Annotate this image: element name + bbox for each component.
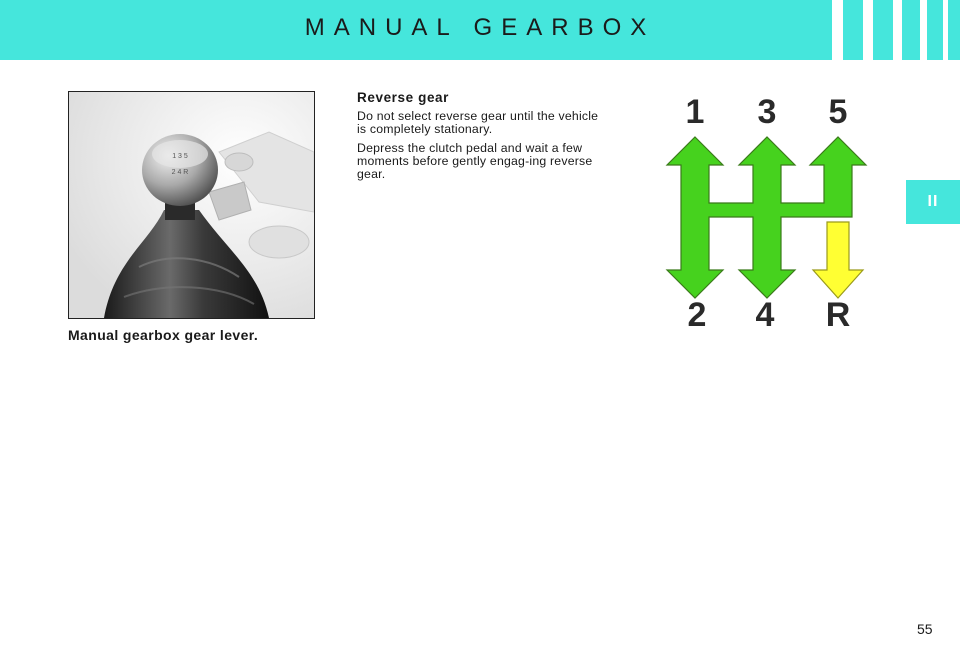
header-stripe-1 (832, 0, 843, 60)
gear-pattern-svg (655, 90, 895, 335)
gear-label-5: 5 (828, 93, 848, 131)
header-stripe-3 (893, 0, 902, 60)
header-stripe-2 (863, 0, 873, 60)
gear-label-3: 3 (757, 93, 777, 131)
chapter-tab[interactable]: II (906, 180, 960, 224)
section-heading: Reverse gear (357, 90, 450, 105)
svg-text:2 4 R: 2 4 R (171, 169, 189, 176)
paragraph: Do not select reverse gear until the vehicle is completely stationary. (357, 109, 599, 136)
gear-label-1: 1 (685, 93, 705, 131)
header-stripe-4 (920, 0, 927, 60)
gear-label-r: R (825, 296, 851, 334)
gear-shift-diagram (655, 90, 895, 335)
gear-lever-illustration (69, 92, 314, 318)
photo-caption: Manual gearbox gear lever. (68, 327, 259, 343)
gear-label-4: 4 (755, 296, 775, 334)
gear-label-2: 2 (687, 296, 707, 334)
page-number: 55 (917, 621, 933, 637)
svg-text:1 3 5: 1 3 5 (172, 153, 188, 160)
page-title: MANUAL GEARBOX (304, 14, 656, 41)
reverse-gear-arrow (813, 222, 863, 298)
reverse-gear-section (357, 90, 607, 187)
paragraph: Depress the clutch pedal and wait a few moments before gently engag-ing reverse gear. (357, 141, 593, 181)
header-stripe-5 (943, 0, 948, 60)
gear-lever-photo (68, 91, 315, 319)
page-header (0, 0, 960, 60)
